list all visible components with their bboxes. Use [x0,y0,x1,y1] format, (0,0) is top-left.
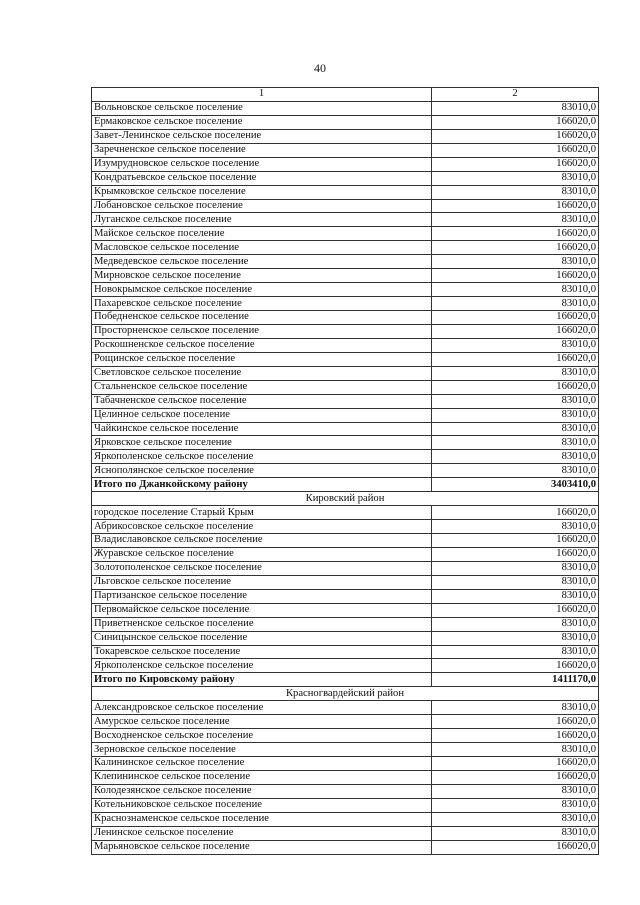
amount-value: 166020,0 [432,269,599,283]
table-row [92,143,599,157]
settlement-name: Лобановское сельское поселение [92,199,432,213]
amount-value: 83010,0 [432,255,599,269]
amount-value: 166020,0 [432,157,599,171]
table-row [92,171,599,185]
amount-value: 166020,0 [432,199,599,213]
amount-value: 83010,0 [432,394,599,408]
amount-value: 83010,0 [432,213,599,227]
settlement-name: Табачненское сельское поселение [92,394,432,408]
amount-value: 83010,0 [432,408,599,422]
table-row [92,506,599,520]
amount-value: 166020,0 [432,840,599,854]
table-row [92,798,599,812]
amount-value: 166020,0 [432,770,599,784]
settlement-name: Светловское сельское поселение [92,366,432,380]
settlement-name: Золотополенское сельское поселение [92,561,432,575]
table-row [92,757,599,771]
table-row [92,311,599,325]
settlement-name: Колодезянское сельское поселение [92,784,432,798]
settlement-name: Стальненское сельское поселение [92,380,432,394]
settlement-name: Яркополенское сельское поселение [92,659,432,673]
table-row [92,589,599,603]
table-row [92,422,599,436]
table-row [92,534,599,548]
amount-value: 166020,0 [432,380,599,394]
settlement-name: Рощинское сельское поселение [92,352,432,366]
table-row [92,269,599,283]
settlement-name: Зерновское сельское поселение [92,743,432,757]
table-row [92,157,599,171]
settlement-name: Владиславовское сельское поселение [92,534,432,548]
settlement-name: Мирновское сельское поселение [92,269,432,283]
settlement-name: Льговское сельское поселение [92,575,432,589]
table-row [92,324,599,338]
table-row [92,715,599,729]
settlement-name: Ермаковское сельское поселение [92,115,432,129]
amount-value: 83010,0 [432,283,599,297]
amount-value: 166020,0 [432,227,599,241]
table-row [92,199,599,213]
amount-value: 83010,0 [432,589,599,603]
amount-value: 166020,0 [432,534,599,548]
amount-value: 166020,0 [432,729,599,743]
settlement-name: Краснознаменское сельское поселение [92,812,432,826]
amount-value: 83010,0 [432,297,599,311]
table-row [92,464,599,478]
table-row [92,185,599,199]
settlement-name: Вольновское сельское поселение [92,101,432,115]
column-header-2: 2 [432,88,599,102]
table-row [92,770,599,784]
district-total-row [92,673,599,687]
settlement-name: Крымковское сельское поселение [92,185,432,199]
settlement-name: Ярковское сельское поселение [92,436,432,450]
district-heading-row [92,687,599,701]
amount-value: 83010,0 [432,826,599,840]
amount-value: 166020,0 [432,324,599,338]
amount-value: 83010,0 [432,366,599,380]
amount-value: 166020,0 [432,547,599,561]
column-header-1: 1 [92,88,432,102]
table-body [92,88,599,855]
table-row [92,840,599,854]
amount-value: 83010,0 [432,812,599,826]
settlement-name: Клепининское сельское поселение [92,770,432,784]
settlement-name: Заречненское сельское поселение [92,143,432,157]
district-total-row [92,478,599,492]
table-row [92,241,599,255]
allocation-table [91,87,599,855]
amount-value: 83010,0 [432,450,599,464]
table-row [92,283,599,297]
settlement-name: Ленинское сельское поселение [92,826,432,840]
settlement-name: Токаревское сельское поселение [92,645,432,659]
total-label: Итого по Джанкойскому району [92,478,432,492]
settlement-name: Марьяновское сельское поселение [92,840,432,854]
amount-value: 83010,0 [432,171,599,185]
amount-value: 166020,0 [432,506,599,520]
settlement-name: Котельниковское сельское поселение [92,798,432,812]
settlement-name: Победненское сельское поселение [92,311,432,325]
settlement-name: Роскошненское сельское поселение [92,338,432,352]
settlement-name: Абрикосовское сельское поселение [92,520,432,534]
table-row [92,380,599,394]
table-row [92,297,599,311]
district-heading: Красногвардейский район [92,687,599,701]
table-row [92,101,599,115]
amount-value: 83010,0 [432,617,599,631]
district-heading: Кировский район [92,492,599,506]
settlement-name: Медведевское сельское поселение [92,255,432,269]
amount-value: 166020,0 [432,659,599,673]
table-header-row [92,88,599,102]
total-label: Итого по Кировскому району [92,673,432,687]
table-row [92,408,599,422]
page-number: 40 [314,61,326,75]
table-row [92,631,599,645]
table-row [92,603,599,617]
amount-value: 166020,0 [432,115,599,129]
table-row [92,129,599,143]
table-row [92,659,599,673]
table-row [92,450,599,464]
settlement-name: Чайкинское сельское поселение [92,422,432,436]
amount-value: 83010,0 [432,422,599,436]
table-row [92,338,599,352]
settlement-name: Журавское сельское поселение [92,547,432,561]
amount-value: 166020,0 [432,757,599,771]
amount-value: 83010,0 [432,575,599,589]
table-row [92,213,599,227]
settlement-name: Целинное сельское поселение [92,408,432,422]
settlement-name: Завет-Ленинское сельское поселение [92,129,432,143]
table-row [92,812,599,826]
table-row [92,547,599,561]
table-row [92,743,599,757]
settlement-name: Приветненское сельское поселение [92,617,432,631]
amount-value: 166020,0 [432,603,599,617]
settlement-name: Партизанское сельское поселение [92,589,432,603]
amount-value: 83010,0 [432,631,599,645]
settlement-name: Изумрудновское сельское поселение [92,157,432,171]
amount-value: 83010,0 [432,520,599,534]
table-row [92,227,599,241]
table-row [92,255,599,269]
table-row [92,826,599,840]
amount-value: 83010,0 [432,561,599,575]
table-row [92,436,599,450]
table-row [92,784,599,798]
amount-value: 83010,0 [432,185,599,199]
table-row [92,645,599,659]
amount-value: 83010,0 [432,436,599,450]
amount-value: 166020,0 [432,143,599,157]
amount-value: 83010,0 [432,743,599,757]
amount-value: 166020,0 [432,311,599,325]
settlement-name: городское поселение Старый Крым [92,506,432,520]
table-row [92,394,599,408]
amount-value: 166020,0 [432,129,599,143]
settlement-name: Первомайское сельское поселение [92,603,432,617]
amount-value: 83010,0 [432,101,599,115]
settlement-name: Новокрымское сельское поселение [92,283,432,297]
amount-value: 83010,0 [432,338,599,352]
settlement-name: Яснополянское сельское поселение [92,464,432,478]
amount-value: 83010,0 [432,464,599,478]
settlement-name: Амурское сельское поселение [92,715,432,729]
amount-value: 83010,0 [432,701,599,715]
total-value: 3403410,0 [432,478,599,492]
table-row [92,115,599,129]
settlement-name: Синицынское сельское поселение [92,631,432,645]
settlement-name: Кондратьевское сельское поселение [92,171,432,185]
amount-value: 83010,0 [432,784,599,798]
table-row [92,520,599,534]
settlement-name: Восходненское сельское поселение [92,729,432,743]
table-row [92,729,599,743]
settlement-name: Яркополенское сельское поселение [92,450,432,464]
table-row [92,352,599,366]
settlement-name: Майское сельское поселение [92,227,432,241]
settlement-name: Калининское сельское поселение [92,757,432,771]
table-row [92,701,599,715]
table-row [92,561,599,575]
amount-value: 83010,0 [432,798,599,812]
settlement-name: Масловское сельское поселение [92,241,432,255]
total-value: 1411170,0 [432,673,599,687]
table-row [92,617,599,631]
settlement-name: Александровское сельское поселение [92,701,432,715]
settlement-name: Просторненское сельское поселение [92,324,432,338]
table-row [92,575,599,589]
amount-value: 83010,0 [432,645,599,659]
amount-value: 166020,0 [432,241,599,255]
district-heading-row [92,492,599,506]
table-row [92,366,599,380]
amount-value: 166020,0 [432,352,599,366]
amount-value: 166020,0 [432,715,599,729]
settlement-name: Луганское сельское поселение [92,213,432,227]
settlement-name: Пахаревское сельское поселение [92,297,432,311]
